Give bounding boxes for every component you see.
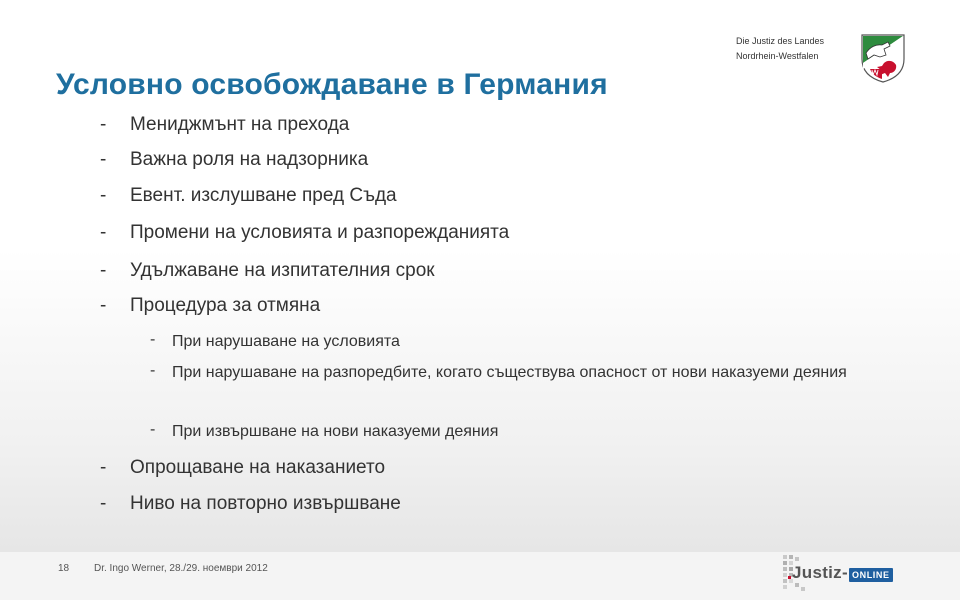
list-item-text: Мениджмънт на прехода [130,114,350,135]
bullet-dash: - [100,222,107,243]
list-item-text: Важна роля на надзорника [130,149,369,170]
sub-list-item-text: При нарушаване на разпоредбите, когато съществува опасност от нови наказуеми деяния [172,364,847,381]
list-item-text: Ниво на повторно извършване [130,493,401,514]
logo-text: Justiz- [792,563,848,582]
list-item-text: Удължаване на изпитателния срок [130,260,435,281]
sub-bullet-dash: - [150,421,156,438]
bullet-dash: - [100,185,107,206]
page-number: 18 [58,563,70,574]
organization-line-1: Die Justiz des Landes [736,36,825,46]
footer-presenter: Dr. Ingo Werner, 28./29. ноември 2012 [94,563,268,574]
bullet-dash: - [100,149,107,170]
sub-list-item-text: При извършване на нови наказуеми деяния [172,423,499,440]
justiz-online-logo [779,549,909,597]
organization-line-2: Nordrhein-Westfalen [736,51,819,61]
logo-online-badge: ONLINE [849,568,893,582]
list-item-text: Процедура за отмяна [130,295,321,316]
bullet-dash: - [100,295,107,316]
slide-title: Условно освобождаване в Германия [56,68,608,101]
bullet-dash: - [100,114,107,135]
list-item-text: Евент. изслушване пред Съда [130,185,397,206]
sub-list-item-text: При нарушаване на условията [172,333,400,350]
list-item-text: Опрощаване на наказанието [130,457,386,478]
bullet-dash: - [100,260,107,281]
list-item-text: Промени на условията и разпорежданията [130,222,510,243]
bullet-dash: - [100,493,107,514]
sub-bullet-dash: - [150,331,156,348]
sub-bullet-dash: - [150,362,156,379]
bullet-dash: - [100,457,107,478]
